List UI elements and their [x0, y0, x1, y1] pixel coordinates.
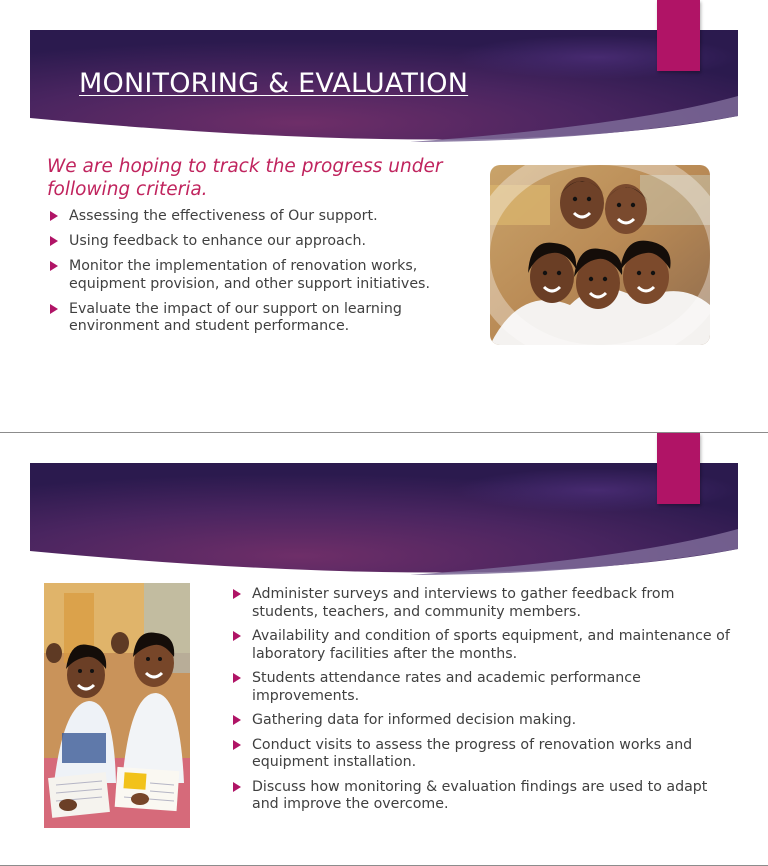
- bullet-arrow-icon: [50, 261, 58, 271]
- slide-1: [0, 0, 768, 432]
- bullet-arrow-icon: [233, 740, 241, 750]
- list-item: [231, 712, 731, 730]
- bullet-arrow-icon: [233, 673, 241, 683]
- list-item-text: Assessing the effectiveness of Our support.: [69, 208, 378, 224]
- list-item-text: Administer surveys and interviews to gather feedback from students, teachers, and community members.: [252, 586, 675, 620]
- slide-title: MONITORING & EVALUATION: [79, 68, 469, 99]
- list-item-text: Availability and condition of sports equipment, and maintenance of laboratory facilities after the months.: [252, 628, 730, 662]
- list-item: [48, 208, 468, 226]
- bullet-arrow-icon: [233, 589, 241, 599]
- accent-tab: [657, 433, 700, 504]
- list-item: [48, 233, 468, 251]
- list-item-text: Gathering data for informed decision making.: [252, 712, 577, 728]
- bullet-arrow-icon: [233, 631, 241, 641]
- list-item: [48, 301, 468, 336]
- bullet-arrow-icon: [233, 715, 241, 725]
- accent-tab: [657, 0, 700, 71]
- list-item-text: Conduct visits to assess the progress of renovation works and equipment installation.: [252, 736, 693, 770]
- list-item: [231, 586, 731, 621]
- slide-2: [0, 433, 768, 865]
- bullet-arrow-icon: [50, 211, 58, 221]
- evaluation-methods-list: [231, 586, 731, 821]
- list-item: [231, 628, 731, 663]
- title-banner: [30, 463, 738, 575]
- slide-subtitle: We are hoping to track the progress under following criteria.: [47, 156, 443, 200]
- children-group-photo: [490, 165, 710, 345]
- bullet-arrow-icon: [50, 304, 58, 314]
- bullet-arrow-icon: [50, 236, 58, 246]
- list-item: [231, 670, 731, 705]
- list-item-text: Monitor the implementation of renovation works, equipment provision, and other support initiatives.: [69, 258, 430, 292]
- list-item-text: Using feedback to enhance our approach.: [69, 233, 367, 249]
- list-item-text: Students attendance rates and academic performance improvements.: [252, 670, 641, 704]
- list-item-text: Discuss how monitoring & evaluation findings are used to adapt and improve the overcome.: [252, 778, 708, 812]
- classroom-children-photo: [44, 583, 190, 828]
- bullet-arrow-icon: [233, 782, 241, 792]
- list-item: [48, 258, 468, 293]
- list-item-text: Evaluate the impact of our support on learning environment and student performance.: [69, 300, 402, 334]
- criteria-list: [48, 208, 468, 343]
- list-item: [231, 779, 731, 814]
- list-item: [231, 737, 731, 772]
